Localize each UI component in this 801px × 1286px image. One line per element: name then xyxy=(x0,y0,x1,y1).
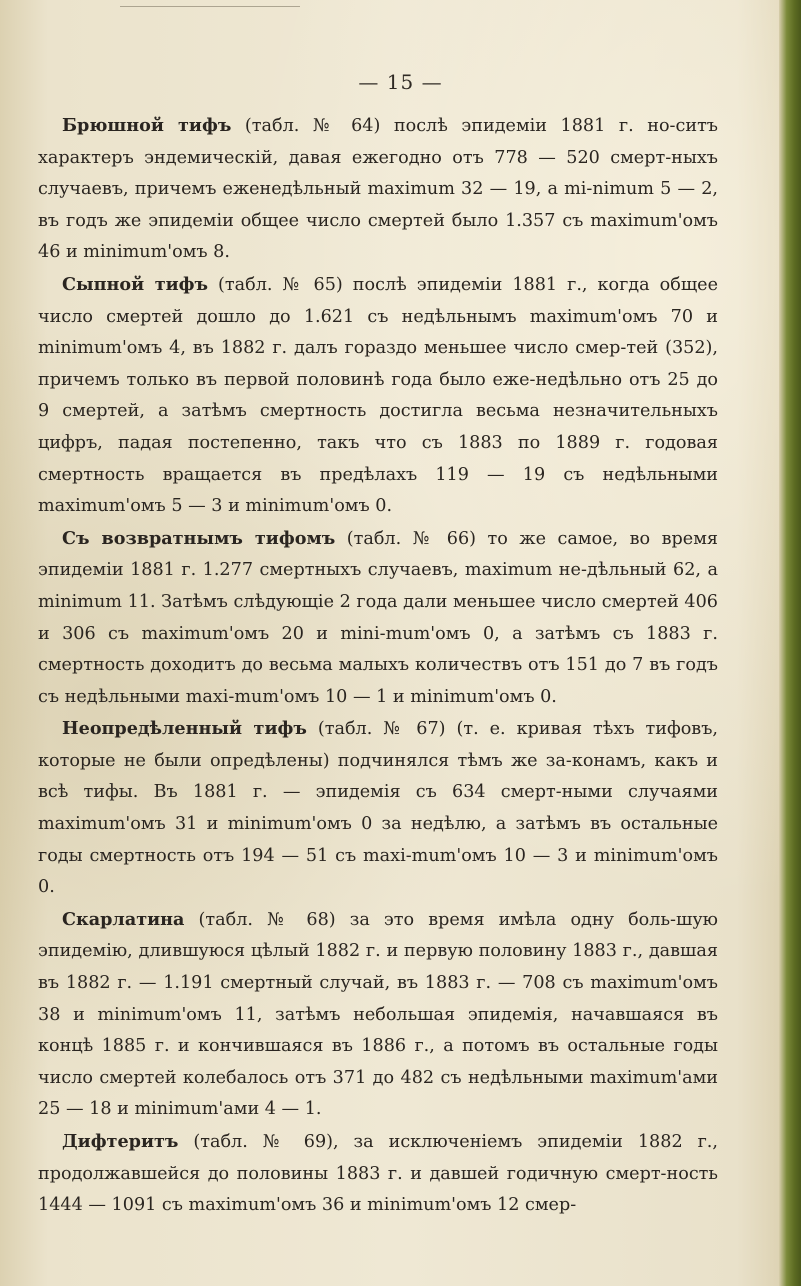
paragraph-heading: Брюшной тифъ xyxy=(62,115,232,136)
paragraph-heading: Дифтеритъ xyxy=(62,1131,179,1152)
paragraph-heading: Скарлатина xyxy=(62,908,185,930)
binding-edge xyxy=(779,0,801,1286)
paragraph-typhus xyxy=(38,269,718,523)
paragraph-body: (табл. № 68) за это время имѣла одну боль-шую эпидемію, длившуюся цѣлый 1882 г. и первую половину 1883 г., давшая въ 1882 г. — 1.191 смертный случай, въ 1883 г. — 708 съ maximum'омъ 38 и minimum'омъ 11, затѣмъ небольшая эпидемія, начавшаяся въ концѣ 1885 г. и кончившаяся въ 1886 г., а потомъ въ остальные годы число смертей колебалось отъ 371 до 482 съ недѣльными maximum'ами 25 — 18 и minimum'ами 4 — 1. xyxy=(38,909,718,1120)
page-number: — 15 — xyxy=(358,70,443,94)
paragraph-body: (табл. № 66) то же самое, во время эпидеміи 1881 г. 1.277 смертныхъ случаевъ, maximum не-дѣльный 62, а minimum 11. Затѣмъ слѣдующіе 2 года дали меньшее число смертей 406 и 306 съ maximum'омъ 20 и mini-mum'омъ 0, а затѣмъ съ 1883 г. смертность доходитъ до весьма малыхъ количествъ отъ 151 до 7 въ годъ съ недѣльными maxi-mum'омъ 10 — 1 и minimum'омъ 0. xyxy=(38,528,719,707)
paragraph-body: (табл. № 67) (т. е. кривая тѣхъ тифовъ, которые не были опредѣлены) подчинялся тѣмъ же за-конамъ, какъ и всѣ тифы. Въ 1881 г. — эпидемія съ 634 смерт-ными случаями maximum'омъ 31 и minimum'омъ 0 за недѣлю, а затѣмъ въ остальные годы смертность отъ 194 — 51 съ maxi-mum'омъ 10 — 3 и minimum'омъ 0. xyxy=(38,719,718,898)
paragraph-heading: Съ возвратнымъ тифомъ xyxy=(62,527,336,549)
paragraph-body: (табл. № 69), за исключеніемъ эпидеміи 1882 г., продолжавшейся до половины 1883 г. и давшей годичную смерт-ность 1444 — 1091 съ maximum'омъ 36 и minimum'омъ 12 смер- xyxy=(38,1132,718,1216)
paragraph-heading: Неопредѣленный тифъ xyxy=(62,718,307,740)
paragraph-heading: Сыпной тифъ xyxy=(62,273,209,295)
body-text xyxy=(38,110,718,1222)
paragraph-body: (табл. № 64) послѣ эпидеміи 1881 г. но-ситъ характеръ эндемическій, давая ежегодно отъ 778 — 520 смерт-ныхъ случаевъ, причемъ еженедѣльный maximum 32 — 19, а mi-nimum 5 — 2, въ годъ же эпидеміи общее число смертей было 1.357 съ maximum'омъ 46 и minimum'омъ 8. xyxy=(38,116,718,263)
torn-edge xyxy=(120,0,300,7)
paragraph-typhoid xyxy=(38,110,718,269)
paragraph-undetermined-typhus xyxy=(38,713,718,904)
paragraph-relapsing-fever xyxy=(38,523,718,714)
paragraph-scarlet-fever xyxy=(38,904,718,1126)
paragraph-diphtheria xyxy=(38,1126,718,1222)
paragraph-body: (табл. № 65) послѣ эпидеміи 1881 г., когда общее число смертей дошло до 1.621 съ недѣльнымъ maximum'омъ 70 и minimum'омъ 4, въ 1882 г. далъ гораздо меньшее число смер-тей (352), причемъ только въ первой половинѣ года было еже-недѣльно отъ 25 до 9 смертей, а затѣмъ смертность достигла весьма незначительныхъ цифръ, падая постепенно, такъ что съ 1883 по 1889 г. годовая смертность вращается въ предѣлахъ 119 — 19 съ недѣльными maximum'омъ 5 — 3 и minimum'омъ 0. xyxy=(38,274,718,517)
